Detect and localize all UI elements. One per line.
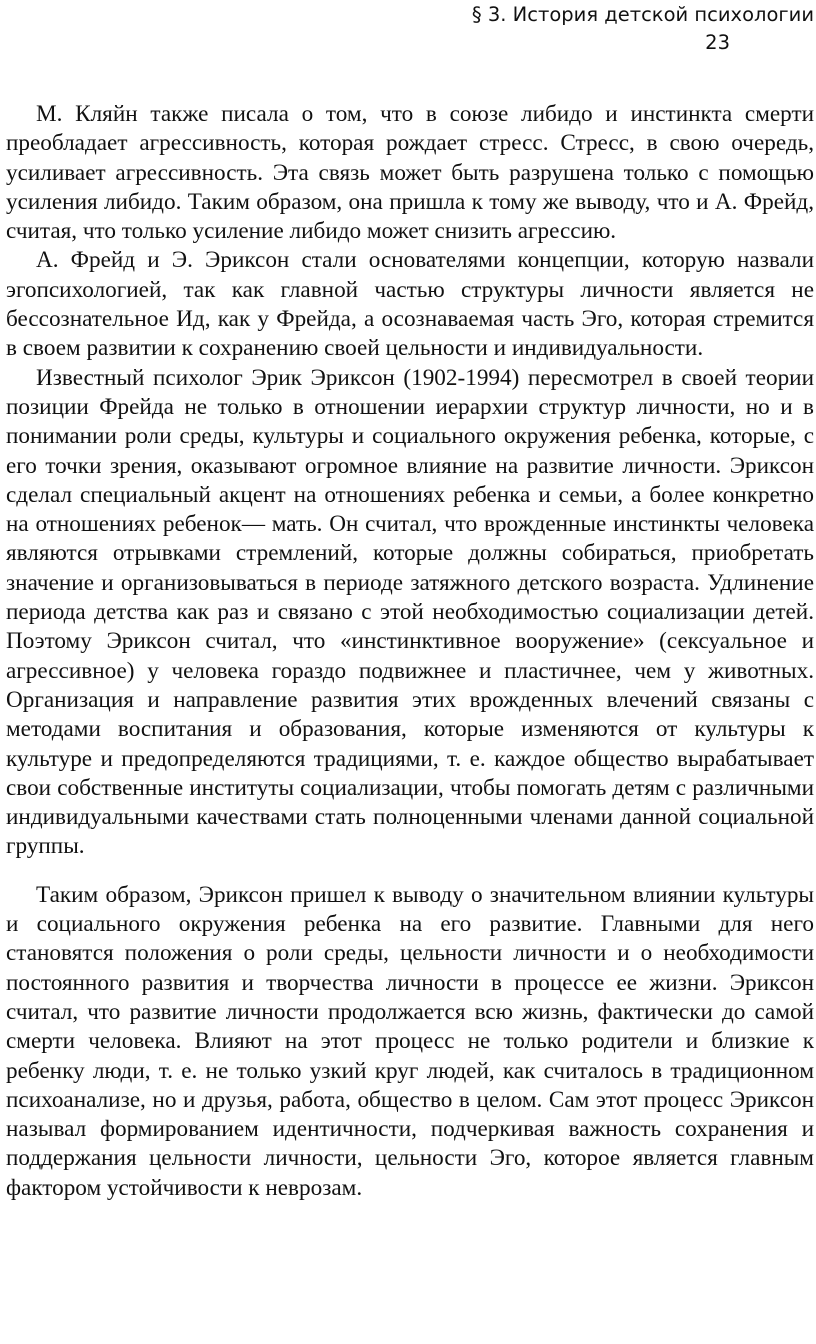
paragraph-egopsychology: А. Фрейд и Э. Эриксон стали основателями концепции, которую назвали эгопсихологией, так как главной частью структуры личности является не бессознательное Ид, как у Фрейда, а осознаваемая часть Эго, которая стремится в своем развитии к сохранению своей цельности и индивидуальности. <box>6 247 814 362</box>
paragraph-klein: М. Кляйн также писала о том, что в союзе либидо и инстинкта смерти преобладает агрессивность, которая рождает стресс. Стресс, в свою очередь, усиливает агрессивность. Эта связь может быть разрушена только с помощью усиления либидо. Таким образом, она пришла к тому же выводу, что и А. Фрейд, считая, что только усиление либидо может снизить агрессию. <box>6 101 814 245</box>
paragraph-erikson-theory: Известный психолог Эрик Эриксон (1902-1994) пересмотрел в своей теории позиции Фрейда не только в отношении иерархии структур личности, но и в понимании роли среды, культуры и социального окружения ребенка, которые, с его точки зрения, оказывают огромное влияние на развитие личности. Эриксон сделал специальный акцент на отношениях ребенка и семьи, а более конкретно на отношениях ребенок— мать. Он считал, что врожденные инстинкты человека являются отрывками стремлений, которые должны собираться, приобретать значение и организовываться в периоде затяжного детского возраста. Удлинение периода детства как раз и связано с этой необходимостью социализации детей. Поэтому Эриксон считал, что «инстинктивное вооружение» (сексуальное и агрессивное) у человека гораздо подвижнее и пластичнее, чем у животных. Организация и направление развития этих врожденных влечений связаны с методами воспитания и образования, которые изменяются от культуры к культуре и предопределяются традициями, т. е. каждое общество вырабатывает свои собственные институты социализации, чтобы помогать детям с различными индивидуальными качествами стать полноценными членами данной социальной группы. <box>6 364 814 860</box>
paragraph-conclusion: Таким образом, Эриксон пришел к выводу о значительном влиянии культуры и социального окружения ребенка на его развитие. Главными для него становятся положения о роли среды, цельности личности и о необходимости постоянного развития и творчества личности в процессе ее жизни. Эриксон считал, что развитие личности продолжается всю жизнь, фактически до самой смерти человека. Влияют на этот процесс не только родители и близкие к ребенку люди, т. е. не только узкий круг людей, как считалось в традиционном психоанализе, но и друзья, работа, общество в целом. Сам этот процесс Эриксон называл формированием идентичности, подчеркивая важность сохранения и поддержания цельности личности, цельности Эго, которое является главным фактором устойчивости к неврозам. <box>6 881 814 1201</box>
page-number: 23 <box>705 31 730 54</box>
running-header <box>456 2 816 56</box>
section-title: § 3. История детской психологии <box>471 3 814 26</box>
document-body <box>6 100 814 1203</box>
